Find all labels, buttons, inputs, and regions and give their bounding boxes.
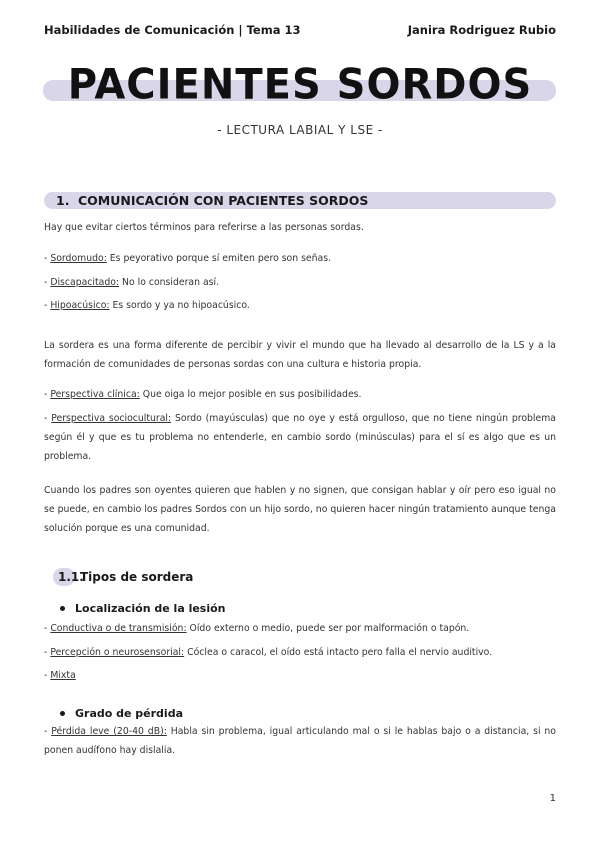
perspective-item xyxy=(44,385,556,404)
dash: - xyxy=(44,253,51,264)
dash: - xyxy=(44,277,51,288)
term-label: Discapacitado: xyxy=(50,277,120,288)
perspective-desc: Que oiga lo mejor posible en sus posibilidades. xyxy=(139,389,362,400)
list-item xyxy=(44,666,556,685)
bullet-dot-icon xyxy=(60,711,65,716)
bullet-heading xyxy=(60,707,183,720)
intro-text: Hay que evitar ciertos términos para referirse a las personas sordas. xyxy=(44,222,364,233)
dash: - xyxy=(44,623,51,634)
perspective-label: Perspectiva sociocultural: xyxy=(51,413,172,424)
item-desc: Habla sin problema, igual articulando mal o si le hablas bajo o a distancia, si no ponen audífono hay dislalia. xyxy=(44,726,556,756)
term-item xyxy=(44,273,556,292)
subsection-number: 1.1. xyxy=(58,570,84,584)
perspective-label: Perspectiva clínica: xyxy=(50,389,140,400)
dash: - xyxy=(44,413,52,424)
list-item xyxy=(44,643,556,662)
term-desc: No lo consideran así. xyxy=(119,277,220,288)
term-label: Hipoacúsico: xyxy=(50,300,110,311)
bullet-label: Grado de pérdida xyxy=(75,707,184,720)
perspective-item xyxy=(44,409,556,466)
dash: - xyxy=(44,389,51,400)
term-desc: Es sordo y ya no hipoacúsico. xyxy=(109,300,250,311)
item-label: Percepción o neurosensorial: xyxy=(50,647,185,658)
header-subject: Habilidades de Comunicación | Tema 13 xyxy=(44,23,301,37)
subsection-title: Tipos de sordera xyxy=(80,570,194,584)
list-item xyxy=(44,619,556,638)
term-item xyxy=(44,296,556,315)
section-heading xyxy=(56,192,368,209)
perspective-desc: Sordo (mayúsculas) que no oye y está orgulloso, que no tiene ningún problema según él y que es tu problema no entenderle, en cambio sordo (minúsculas) para el sí es algo que es un problema. xyxy=(44,413,556,462)
term-desc: Es peyorativo porque sí emiten pero son señas. xyxy=(106,253,332,264)
list-item xyxy=(44,722,556,760)
dash: - xyxy=(44,300,51,311)
page-subtitle: - LECTURA LABIAL Y LSE - xyxy=(217,123,383,137)
bullet-label: Localización de la lesión xyxy=(75,602,226,615)
section-title: COMUNICACIÓN CON PACIENTES SORDOS xyxy=(78,193,369,208)
paragraph: La sordera es una forma diferente de percibir y vivir el mundo que ha llevado al desarrollo de la LS y a la formación de comunidades de personas sordas con una cultura e historia propia. xyxy=(44,340,556,370)
item-label: Pérdida leve (20-40 dB): xyxy=(51,726,167,737)
dash: - xyxy=(44,726,52,737)
paragraph: Cuando los padres son oyentes quieren que hablen y no signen, que consigan hablar y oír pero eso igual no se puede, en cambio los padres Sordos con un hijo sordo, no quieren hacer ningún tratamiento aunque tenga solución porque es una comunidad. xyxy=(44,485,556,534)
bullet-heading xyxy=(60,602,226,615)
bullet-dot-icon xyxy=(60,606,65,611)
item-label: Conductiva o de transmisión: xyxy=(50,623,187,634)
term-label: Sordomudo: xyxy=(50,253,107,264)
dash: - xyxy=(44,670,51,681)
term-item xyxy=(44,249,556,268)
section-number: 1. xyxy=(56,193,70,208)
dash: - xyxy=(44,647,51,658)
item-label: Mixta xyxy=(50,670,76,681)
page-number: 1 xyxy=(549,793,556,804)
page-title: PACIENTES SORDOS xyxy=(67,60,533,110)
subsection-heading xyxy=(58,569,193,586)
header-author: Janira Rodriguez Rubio xyxy=(407,23,556,37)
item-desc: Cóclea o caracol, el oído está intacto pero falla el nervio auditivo. xyxy=(184,647,493,658)
item-desc: Oído externo o medio, puede ser por malformación o tapón. xyxy=(186,623,470,634)
